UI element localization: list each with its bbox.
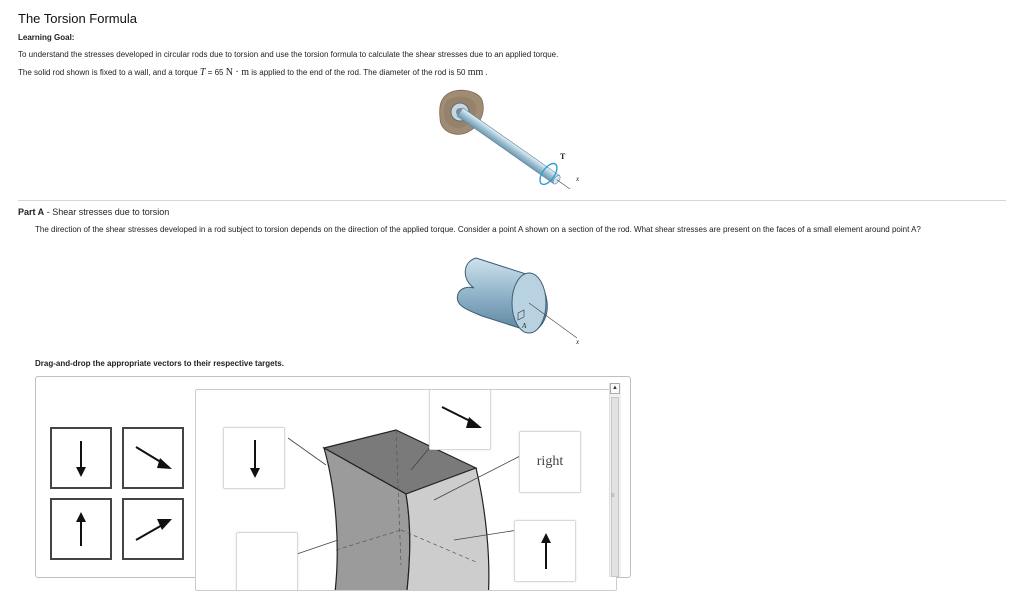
- target-bottom-right[interactable]: [514, 520, 576, 582]
- page-title: The Torsion Formula: [18, 11, 137, 26]
- question-text: The direction of the shear stresses developed in a rod subject to torsion depends on the direction of the applied torque. Consider a point A shown on a section of the rod. What shear stresses are present on the faces of a small element around point A?: [35, 225, 921, 234]
- axis-x-label-2: x: [576, 338, 580, 346]
- vertical-scrollbar[interactable]: [609, 383, 621, 577]
- target-left[interactable]: [223, 427, 285, 489]
- learning-goal-heading: Learning Goal:: [18, 33, 75, 42]
- vector-tile-up-right[interactable]: [122, 498, 184, 560]
- part-a-heading: [18, 207, 169, 217]
- intro-text-2: is applied to the end of the rod. The diameter of the rod is 50: [249, 68, 468, 77]
- scroll-thumb[interactable]: [611, 397, 619, 577]
- target-bottom-left[interactable]: [236, 532, 298, 591]
- diameter-unit: mm: [467, 67, 484, 78]
- part-title: Shear stresses due to torsion: [52, 207, 170, 217]
- rod-figure: [430, 84, 590, 189]
- target-top[interactable]: [429, 389, 491, 450]
- torque-value: = 65: [205, 68, 226, 77]
- part-sep: -: [44, 207, 53, 217]
- drag-drop-instruction: Drag-and-drop the appropriate vectors to their respective targets.: [35, 359, 284, 368]
- intro-text-1: The solid rod shown is fixed to a wall, and a torque: [18, 68, 200, 77]
- drag-drop-area: [35, 376, 631, 578]
- target-right-label[interactable]: right: [519, 431, 581, 493]
- scroll-grip-icon: ≡: [611, 493, 615, 499]
- cylinder-figure: [448, 250, 588, 350]
- learning-goal-text: To understand the stresses developed in circular rods due to torsion and use the torsion formula to calculate the shear stresses due to an applied torque.: [18, 50, 559, 59]
- problem-intro: [18, 67, 488, 78]
- axis-x-label: x: [576, 175, 580, 183]
- torque-symbol: T: [199, 67, 206, 78]
- vector-tile-down[interactable]: [50, 427, 112, 489]
- intro-text-3: .: [483, 68, 488, 77]
- target-canvas: [195, 389, 617, 591]
- part-label: Part A: [18, 207, 45, 217]
- vector-tile-down-right[interactable]: [122, 427, 184, 489]
- section-divider: [18, 200, 1006, 201]
- x-axis: [557, 180, 590, 189]
- scroll-up-button[interactable]: ▲: [610, 383, 620, 394]
- point-a-label: A: [522, 322, 527, 330]
- torque-label: T: [560, 152, 566, 161]
- vector-tile-up[interactable]: [50, 498, 112, 560]
- torque-unit: N · m: [225, 67, 250, 78]
- rod: [457, 108, 559, 184]
